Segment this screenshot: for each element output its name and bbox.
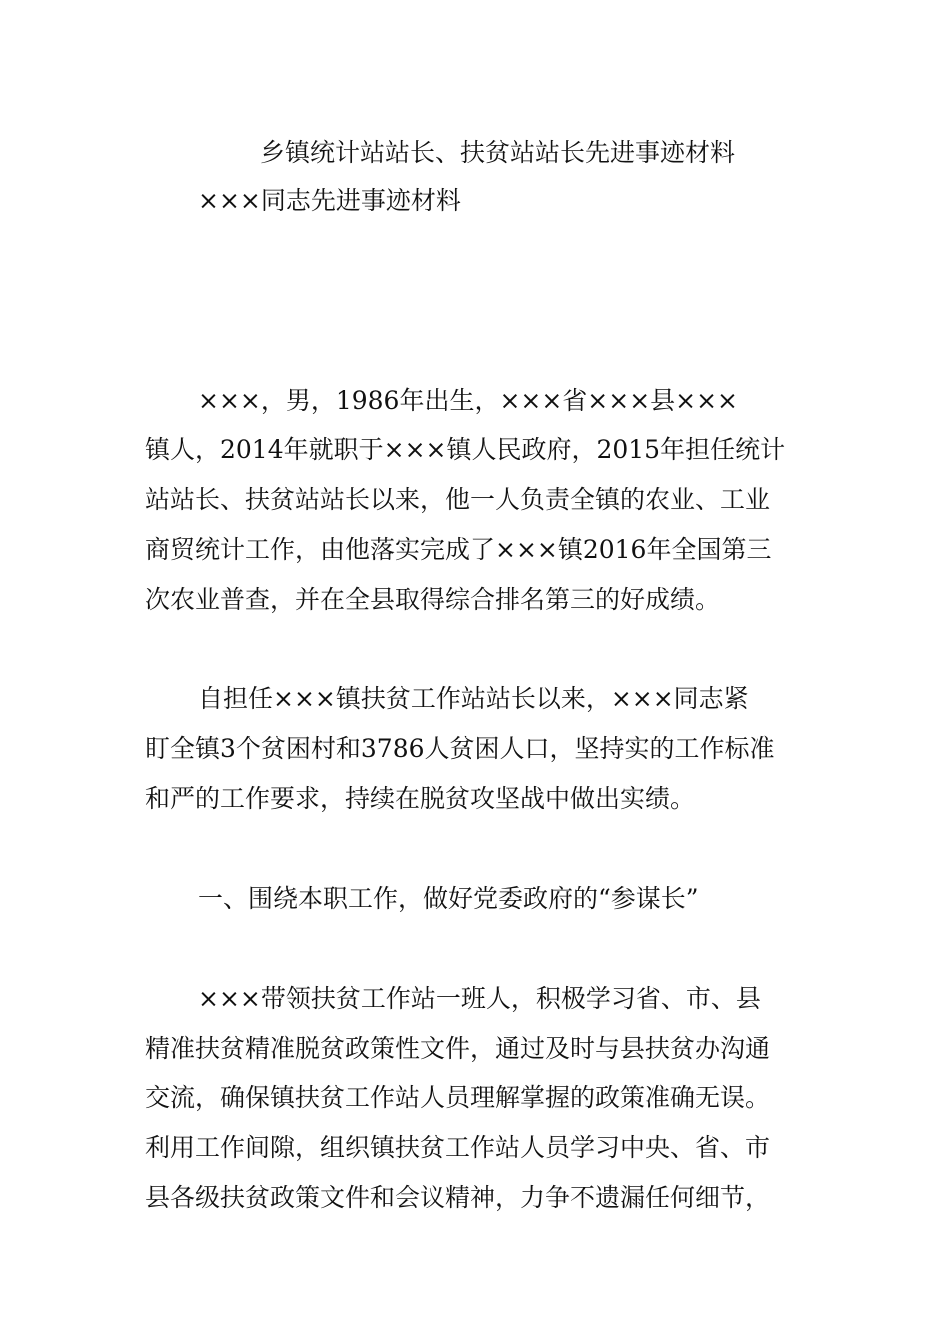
document-subtitle: ×××同志先进事迹材料 — [198, 186, 461, 215]
paragraph-line: ×××带领扶贫工作站一班人，积极学习省、市、县 — [198, 984, 761, 1013]
paragraph-line: 精准扶贫精准脱贫政策性文件，通过及时与县扶贫办沟通 — [145, 1034, 771, 1063]
paragraph-line: 利用工作间隙，组织镇扶贫工作站人员学习中央、省、市 — [145, 1133, 771, 1162]
paragraph-line: 交流，确保镇扶贫工作站人员理解掌握的政策准确无误。 — [145, 1083, 771, 1112]
paragraph-line: 自担任×××镇扶贫工作站站长以来，×××同志紧 — [198, 684, 749, 713]
section-heading: 一、围绕本职工作，做好党委政府的“参谋长” — [198, 884, 699, 913]
document-title: 乡镇统计站站长、扶贫站站长先进事迹材料 — [260, 138, 736, 167]
paragraph-line: 县各级扶贫政策文件和会议精神，力争不遗漏任何细节， — [145, 1183, 771, 1212]
paragraph-line: ×××，男，1986年出生，×××省×××县××× — [198, 386, 738, 415]
paragraph-line: 站站长、扶贫站站长以来，他一人负责全镇的农业、工业 — [145, 485, 771, 514]
paragraph-line: 和严的工作要求，持续在脱贫攻坚战中做出实绩。 — [145, 784, 696, 813]
paragraph-line: 商贸统计工作，由他落实完成了×××镇2016年全国第三 — [145, 535, 772, 564]
paragraph-line: 盯全镇3个贫困村和3786人贫困人口，坚持实的工作标准 — [145, 734, 775, 763]
paragraph-line: 镇人，2014年就职于×××镇人民政府，2015年担任统计 — [145, 435, 786, 464]
paragraph-line: 次农业普查，并在全县取得综合排名第三的好成绩。 — [145, 585, 721, 614]
